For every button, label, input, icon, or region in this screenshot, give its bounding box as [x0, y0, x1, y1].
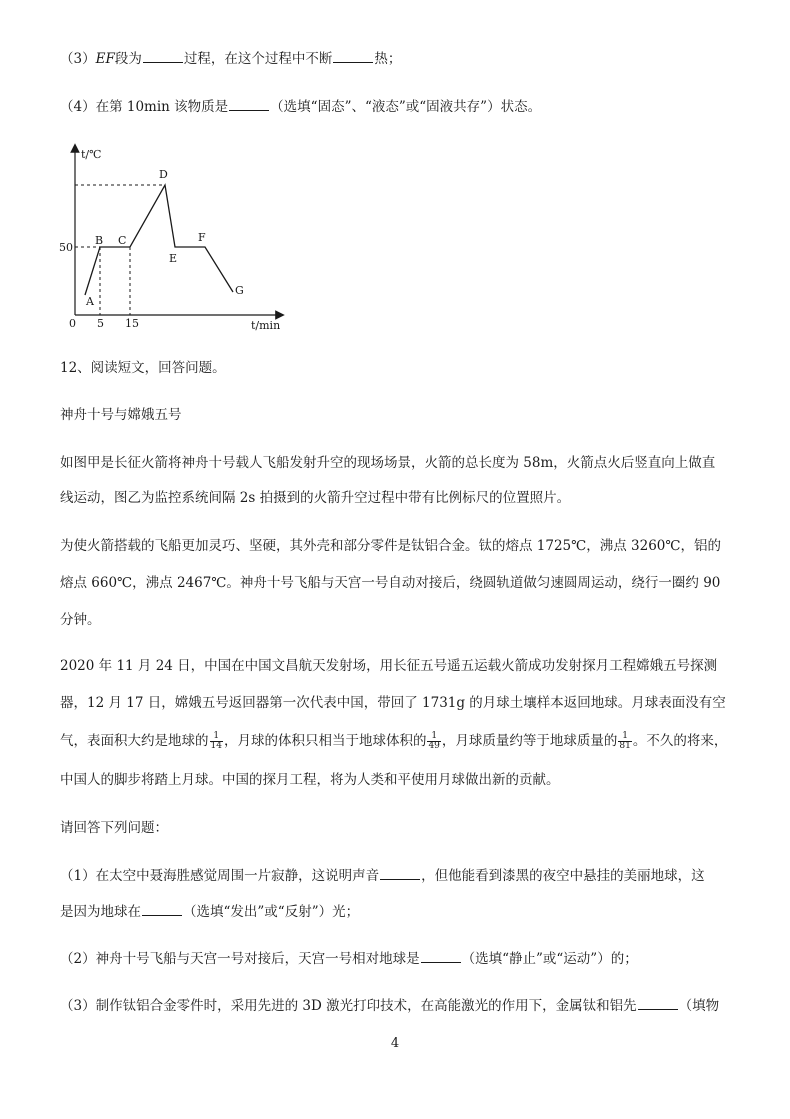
p3-l3-part-a: 气，表面积大约是地球的: [60, 733, 209, 749]
sub2-line: [60, 948, 638, 969]
s2-part-a: （2）神舟十号飞船与天宫一号对接后，天宫一号相对地球是: [60, 951, 420, 967]
s1-l2-part-a: 是因为地球在: [60, 904, 141, 920]
blank: [143, 48, 183, 63]
p3-line-3: [60, 731, 727, 751]
q4-text-2: （选填“固态”、“液态”或“固液共存”）状态。: [270, 99, 542, 115]
p2-line-2: 熔点 660℃，沸点 2467℃。神舟十号飞船与天宫一号自动对接后，绕圆轨道做匀速圆周运动，绕行一圈约 90: [60, 575, 721, 591]
point-d: D: [159, 168, 168, 181]
s1-l2-part-b: （选填“发出”或“反射”）光；: [183, 904, 360, 920]
fraction-1-49: [427, 732, 440, 751]
temperature-time-graph: [55, 140, 295, 344]
page-number: 4: [390, 1036, 400, 1051]
p3-line-2: 器，12 月 17 日，嫦娥五号返回器第一次代表中国，带回了 1731g 的月球土壤样本返回地球。月球表面没有空: [60, 695, 726, 711]
question-3-line: [60, 48, 401, 69]
frac2-num: 1: [427, 732, 440, 742]
blank: [421, 948, 461, 963]
s2-part-b: （选填“静止”或“运动”）的；: [461, 951, 638, 967]
s3-part-a: （3）制作钛铝合金零件时，采用先进的 3D 激光打印技术，在高能激光的作用下，金属钛和铝先: [60, 998, 637, 1014]
s1-l1-part-b: ，但他能看到漆黑的夜空中悬挂的美丽地球，这: [421, 868, 705, 884]
sub3-line: [60, 995, 719, 1016]
q12-title: 12、阅读短文，回答问题。: [60, 360, 226, 376]
x-axis-label: t/min: [251, 319, 281, 332]
frac3-den: 81: [619, 741, 631, 751]
blank: [333, 48, 373, 63]
p3-l3-part-d: 。不久的将来，: [632, 733, 728, 749]
x-tick-15: 15: [125, 317, 139, 330]
point-g: G: [235, 284, 244, 297]
p1-line-1: 如图甲是长征火箭将神舟十号载人飞船发射升空的现场场景，火箭的总长度为 58m，火箭点火后竖直向上做直: [60, 455, 716, 471]
p1-line-2: 线运动，图乙为监控系统间隔 2s 拍摄到的火箭升空过程中带有比例标尺的位置照片。: [60, 490, 571, 506]
q3-text-2: 过程，在这个过程中不断: [183, 51, 333, 67]
p3-line-1: 2020 年 11 月 24 日，中国在中国文昌航天发射场，用长征五号遥五运载火箭成功发射探月工程嫦娥五号探测: [60, 658, 718, 674]
point-c: C: [118, 234, 127, 247]
q4-text-1: （4）在第 10min 该物质是: [60, 99, 229, 115]
point-a: A: [86, 295, 94, 308]
q3-prefix: （3）: [60, 51, 96, 67]
q12-subtitle: 神舟十号与嫦娥五号: [60, 407, 182, 423]
fraction-1-14: [210, 732, 223, 751]
blank: [638, 995, 678, 1010]
sub1-line-2: [60, 901, 359, 922]
q3-text-1: 段为: [114, 51, 142, 67]
sub1-line-1: [60, 865, 705, 886]
p2-line-3: 分钟。: [60, 612, 101, 628]
y-axis-label: t/℃: [81, 148, 102, 161]
y-tick-50: 50: [59, 241, 73, 254]
frac2-den: 49: [428, 741, 440, 751]
blank: [380, 865, 420, 880]
origin-label: 0: [69, 317, 76, 330]
point-b: B: [95, 234, 104, 247]
blank: [142, 901, 182, 916]
fraction-1-81: [618, 732, 631, 751]
x-tick-5: 5: [97, 317, 104, 330]
s1-l1-part-a: （1）在太空中聂海胜感觉周围一片寂静，这说明声音: [60, 868, 380, 884]
p3-l3-part-c: ，月球质量约等于地球质量的: [441, 733, 618, 749]
p3-line-4: 中国人的脚步将踏上月球。中国的探月工程，将为人类和平使用月球做出新的贡献。: [60, 772, 560, 788]
p3-l3-part-b: ，月球的体积只相当于地球体积的: [223, 733, 427, 749]
blank: [229, 96, 269, 111]
curve-abcdefg: [85, 185, 233, 295]
frac1-den: 14: [210, 741, 222, 751]
point-e: E: [169, 252, 178, 265]
question-4-line: [60, 96, 541, 117]
frac3-num: 1: [618, 732, 631, 742]
frac1-num: 1: [210, 732, 223, 742]
point-f: F: [198, 231, 206, 244]
q3-text-3: 热；: [374, 51, 402, 67]
q3-ef: EF: [95, 51, 115, 67]
s3-part-b: （填物: [678, 998, 720, 1014]
p2-line-1: 为使火箭搭载的飞船更加灵巧、坚硬，其外壳和部分零件是钛铝合金。钛的熔点 1725℃，沸点 3260℃，铝的: [60, 538, 721, 554]
ask-line: 请回答下列问题：: [60, 820, 168, 836]
